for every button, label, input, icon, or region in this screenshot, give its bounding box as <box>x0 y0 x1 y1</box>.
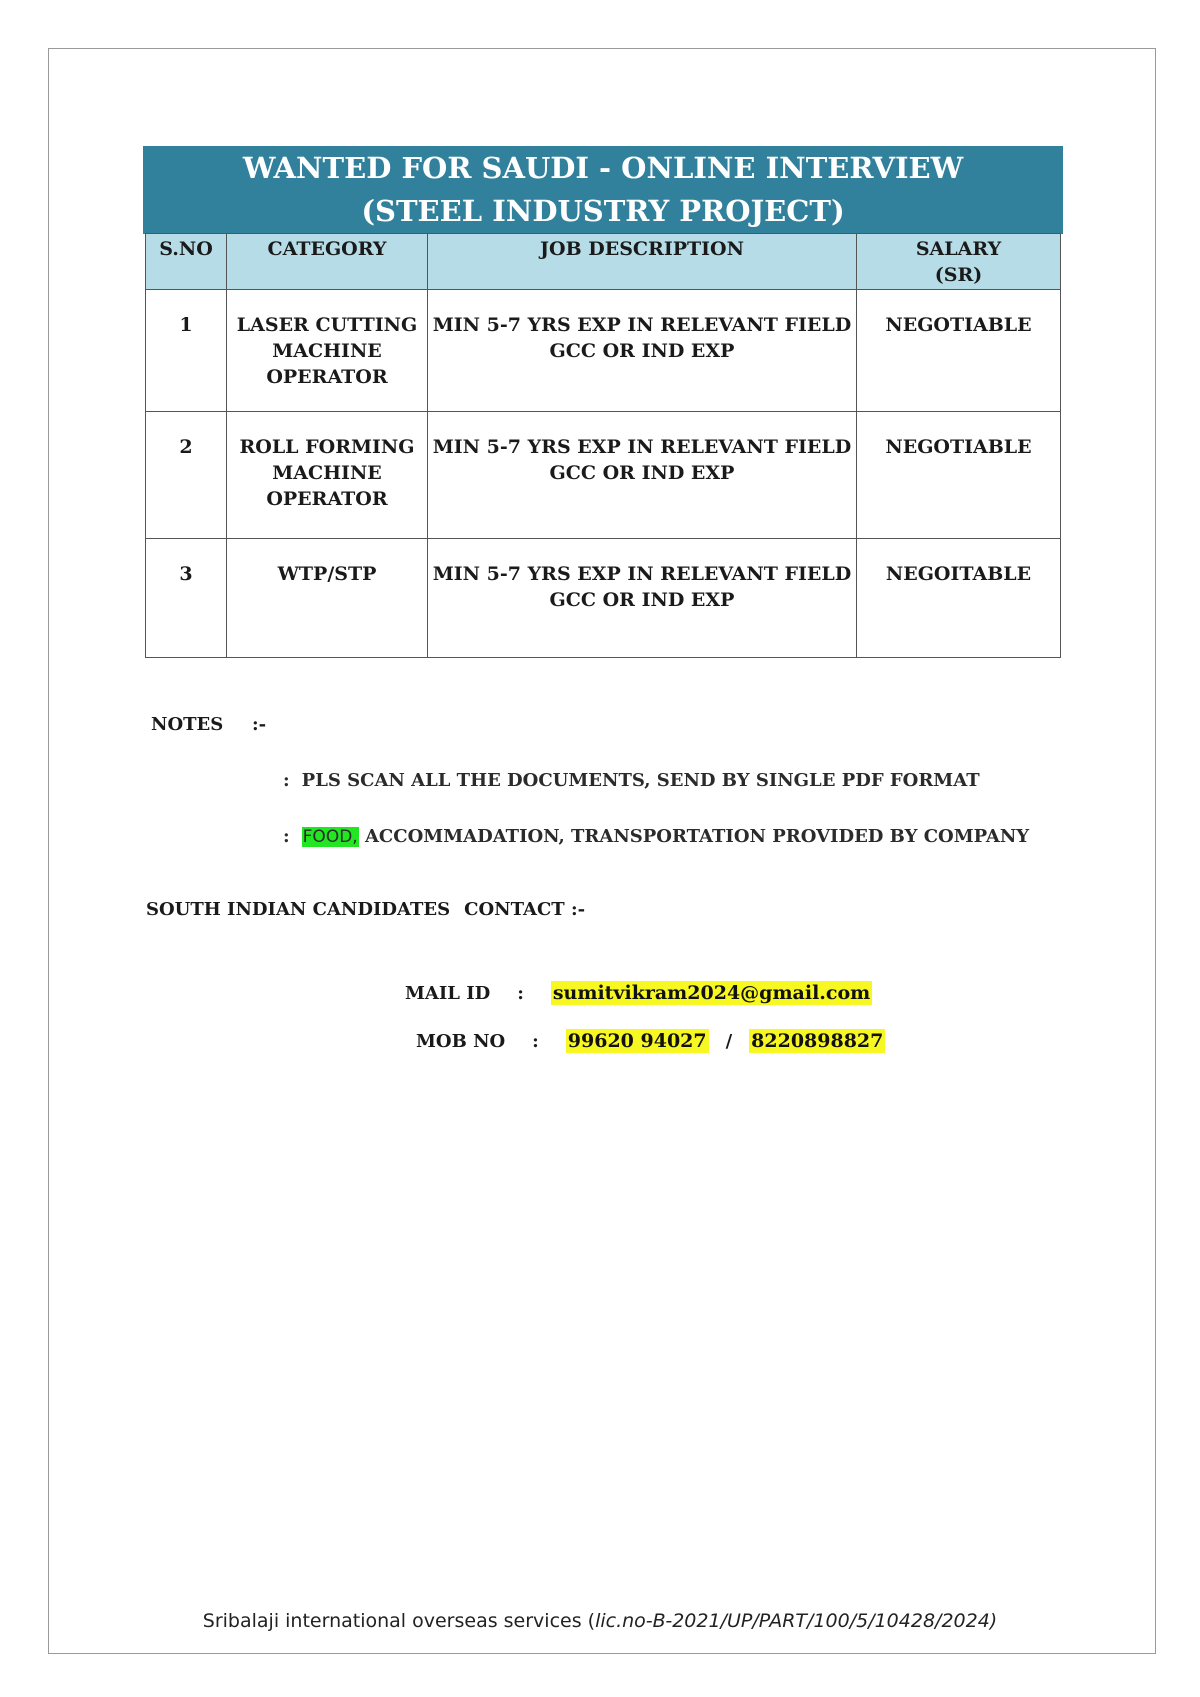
header-salary <box>857 234 1061 290</box>
mail-value-link[interactable]: sumitvikram2024@gmail.com <box>552 982 871 1004</box>
mobile-row <box>416 1030 885 1052</box>
header-salary-line2: (SR) <box>934 264 983 286</box>
note-bullet-colon: : <box>283 826 290 847</box>
description-line: GCC OR IND EXP <box>549 589 735 611</box>
cell-job-description <box>428 290 857 412</box>
mail-row <box>405 982 872 1004</box>
cell-category <box>227 539 428 658</box>
cell-category <box>227 290 428 412</box>
cell-category <box>227 412 428 539</box>
table-row <box>146 539 1061 658</box>
mobile-label: MOB NO <box>416 1031 506 1052</box>
category-line: MACHINE <box>272 340 382 362</box>
category-line: MACHINE <box>272 462 382 484</box>
jobs-table <box>145 233 1061 658</box>
header-sno: S.NO <box>146 234 227 290</box>
category-line: ROLL FORMING <box>239 436 415 458</box>
category-line: WTP/STP <box>277 563 377 585</box>
cell-sno: 3 <box>146 539 227 658</box>
cell-job-description <box>428 539 857 658</box>
footer-company: Sribalaji international overseas services ( <box>202 1610 596 1632</box>
banner-title-line2: (STEEL INDUSTRY PROJECT) <box>361 194 845 228</box>
description-line: GCC OR IND EXP <box>549 462 735 484</box>
notes-colon: :- <box>252 714 267 735</box>
note-text: ACCOMMADATION, TRANSPORTATION PROVIDED BY COMPANY <box>358 826 1030 847</box>
contact-heading-label: CONTACT :- <box>464 899 586 920</box>
footer-license-number: lic.no-B-2021/UP/PART/100/5/10428/2024) <box>595 1610 998 1632</box>
note-item-documents <box>283 770 980 791</box>
table-row <box>146 290 1061 412</box>
cell-job-description <box>428 412 857 539</box>
contact-heading-region: SOUTH INDIAN CANDIDATES <box>146 899 451 920</box>
notes-label: NOTES <box>151 714 224 735</box>
category-line: OPERATOR <box>266 488 388 510</box>
cell-sno: 2 <box>146 412 227 539</box>
cell-salary: NEGOTIABLE <box>857 412 1061 539</box>
mobile-number-1[interactable]: 99620 94027 <box>567 1030 707 1052</box>
table-header-row <box>146 234 1061 290</box>
header-job-description: JOB DESCRIPTION <box>428 234 857 290</box>
note-bullet-colon: : <box>283 770 290 791</box>
category-line: OPERATOR <box>266 366 388 388</box>
footer-license <box>0 1610 1200 1632</box>
title-banner <box>143 146 1063 234</box>
description-line: MIN 5-7 YRS EXP IN RELEVANT FIELD <box>432 563 852 585</box>
note-highlight-food: FOOD, <box>302 827 358 847</box>
mobile-number-2[interactable]: 8220898827 <box>751 1030 884 1052</box>
cell-salary: NEGOITABLE <box>857 539 1061 658</box>
mail-label: MAIL ID <box>405 983 491 1004</box>
category-line: LASER CUTTING <box>236 314 418 336</box>
description-line: MIN 5-7 YRS EXP IN RELEVANT FIELD <box>432 314 852 336</box>
cell-salary: NEGOTIABLE <box>857 290 1061 412</box>
description-line: MIN 5-7 YRS EXP IN RELEVANT FIELD <box>432 436 852 458</box>
description-line: GCC OR IND EXP <box>549 340 735 362</box>
banner-title-line1: WANTED FOR SAUDI - ONLINE INTERVIEW <box>242 151 964 185</box>
contact-heading <box>146 899 585 920</box>
table-row <box>146 412 1061 539</box>
note-item-facilities <box>283 826 1029 847</box>
header-salary-line1: SALARY <box>915 238 1002 260</box>
mobile-colon: : <box>532 1031 539 1052</box>
header-category: CATEGORY <box>227 234 428 290</box>
cell-sno: 1 <box>146 290 227 412</box>
mail-colon: : <box>517 983 524 1004</box>
note-text: PLS SCAN ALL THE DOCUMENTS, SEND BY SINGLE PDF FORMAT <box>301 770 980 791</box>
mobile-separator: / <box>725 1031 733 1052</box>
